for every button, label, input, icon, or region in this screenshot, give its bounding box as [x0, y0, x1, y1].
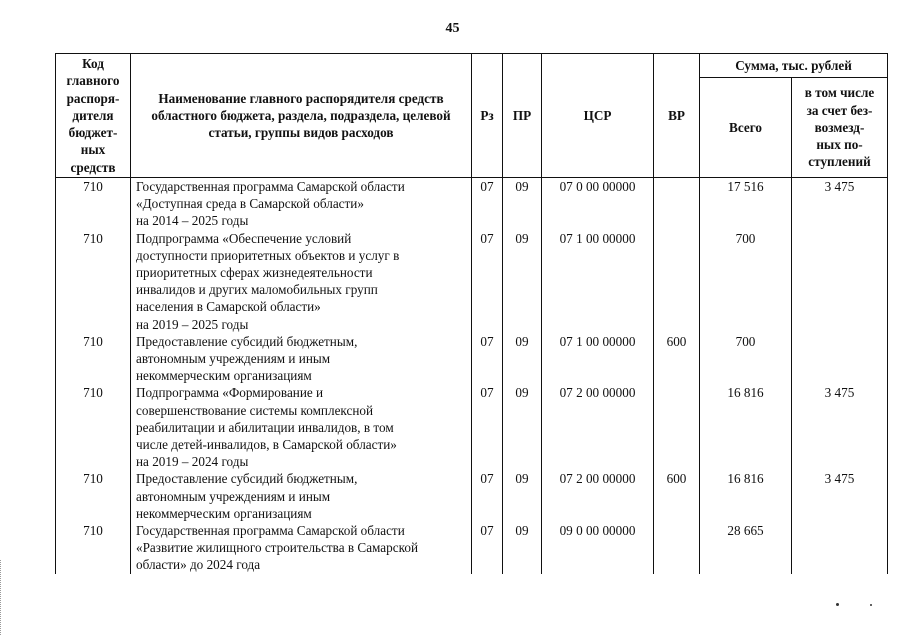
header-code [56, 54, 131, 178]
cell-csr: 07 2 00 00000 [542, 384, 654, 470]
header-csr: ЦСР [542, 54, 654, 178]
cell-rz: 07 [472, 522, 503, 574]
cell-rz: 07 [472, 384, 503, 470]
cell-name: Государственная программа Самарской области «Развитие жилищного строительства в Самарской области» до 2024 года [131, 522, 472, 574]
table-row [56, 230, 888, 333]
cell-pr: 09 [503, 522, 542, 574]
cell-free: 3 475 [792, 384, 888, 470]
cell-total: 16 816 [700, 470, 792, 522]
cell-total: 700 [700, 230, 792, 333]
cell-code: 710 [56, 384, 131, 470]
cell-free [792, 522, 888, 574]
cell-free [792, 230, 888, 333]
cell-csr: 07 2 00 00000 [542, 470, 654, 522]
cell-free: 3 475 [792, 178, 888, 230]
table-row [56, 333, 888, 385]
cell-vr [654, 178, 700, 230]
cell-pr: 09 [503, 333, 542, 385]
cell-vr [654, 522, 700, 574]
cell-pr: 09 [503, 230, 542, 333]
cell-name: Предоставление субсидий бюджетным, автономным учреждениям и иным некоммерческим организациям [131, 470, 472, 522]
cell-total: 17 516 [700, 178, 792, 230]
table-row [56, 384, 888, 470]
header-total: Всего [700, 78, 792, 178]
cell-free: 3 475 [792, 470, 888, 522]
cell-code: 710 [56, 178, 131, 230]
header-code-text: Код главного распоря- дителя бюджет- ных средств [66, 56, 120, 175]
cell-pr: 09 [503, 384, 542, 470]
cell-free [792, 333, 888, 385]
header-free: в том числе за счет без- возмезд- ных по- ступлений [792, 78, 888, 178]
cell-name: Подпрограмма «Обеспечение условий доступности приоритетных объектов и услуг в приоритетных сферах жизнедеятельности инвалидов и других маломобильных групп населения в Самарской области» на 2019 – 2025 годы [131, 230, 472, 333]
budget-table [55, 53, 888, 574]
cell-pr: 09 [503, 178, 542, 230]
cell-code: 710 [56, 333, 131, 385]
cell-csr: 09 0 00 00000 [542, 522, 654, 574]
cell-rz: 07 [472, 178, 503, 230]
scan-speck [836, 603, 839, 606]
cell-rz: 07 [472, 333, 503, 385]
cell-rz: 07 [472, 230, 503, 333]
cell-vr [654, 230, 700, 333]
cell-total: 16 816 [700, 384, 792, 470]
cell-vr [654, 384, 700, 470]
cell-name: Предоставление субсидий бюджетным, автономным учреждениям и иным некоммерческим организациям [131, 333, 472, 385]
header-rz: Рз [472, 54, 503, 178]
cell-code: 710 [56, 230, 131, 333]
cell-csr: 07 1 00 00000 [542, 230, 654, 333]
cell-name: Подпрограмма «Формирование и совершенствование системы комплексной реабилитации и абилитации инвалидов, в том числе детей-инвалидов, в Самарской области» на 2019 – 2024 годы [131, 384, 472, 470]
cell-vr: 600 [654, 470, 700, 522]
header-sum: Сумма, тыс. рублей [700, 54, 888, 78]
scan-speck [870, 604, 872, 606]
cell-total: 28 665 [700, 522, 792, 574]
cell-csr: 07 0 00 00000 [542, 178, 654, 230]
cell-name: Государственная программа Самарской области «Доступная среда в Самарской области» на 2014 – 2025 годы [131, 178, 472, 230]
header-name: Наименование главного распорядителя средств областного бюджета, раздела, подраздела, целевой статьи, группы видов расходов [131, 54, 472, 178]
cell-pr: 09 [503, 470, 542, 522]
table-row [56, 178, 888, 230]
table-body [56, 178, 888, 574]
cell-code: 710 [56, 522, 131, 574]
cell-total: 700 [700, 333, 792, 385]
cell-csr: 07 1 00 00000 [542, 333, 654, 385]
header-vr: ВР [654, 54, 700, 178]
scan-edge-artifact [0, 560, 5, 635]
cell-code: 710 [56, 470, 131, 522]
cell-vr: 600 [654, 333, 700, 385]
table-row [56, 470, 888, 522]
header-pr: ПР [503, 54, 542, 178]
page-number: 45 [445, 21, 460, 36]
table-row [56, 522, 888, 574]
cell-rz: 07 [472, 470, 503, 522]
